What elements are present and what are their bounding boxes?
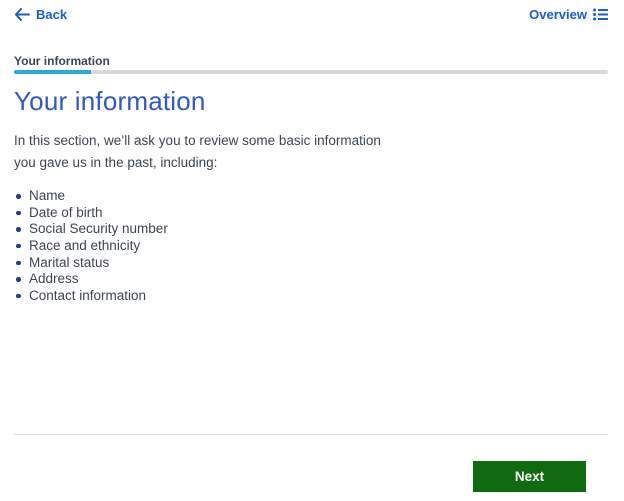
footer-divider: [14, 434, 608, 435]
back-link-label: Back: [36, 7, 68, 22]
overview-link[interactable]: [529, 8, 608, 21]
back-link[interactable]: [14, 8, 67, 21]
left-arrow-icon: [14, 8, 30, 21]
list-item: Marital status: [14, 255, 608, 272]
page-title: Your information: [14, 86, 206, 116]
list-item: Race and ethnicity: [14, 238, 608, 255]
top-navigation: [14, 8, 608, 21]
list-item: Date of birth: [14, 205, 608, 222]
list-item: Name: [14, 188, 608, 205]
progress-bar-fill: [14, 70, 91, 74]
list-item: Address: [14, 271, 608, 288]
list-icon: [593, 8, 608, 21]
progress-bar: [14, 70, 608, 74]
current-step-label: Your information: [14, 54, 110, 68]
overview-link-label: Overview: [529, 7, 587, 22]
next-button[interactable]: Next: [473, 461, 586, 492]
main-content: [14, 86, 608, 304]
intro-paragraph: In this section, we’ll ask you to review some basic information you gave us in the past, including:: [14, 133, 381, 170]
information-list: [14, 188, 608, 304]
list-item: Contact information: [14, 288, 608, 305]
list-item: Social Security number: [14, 221, 608, 238]
